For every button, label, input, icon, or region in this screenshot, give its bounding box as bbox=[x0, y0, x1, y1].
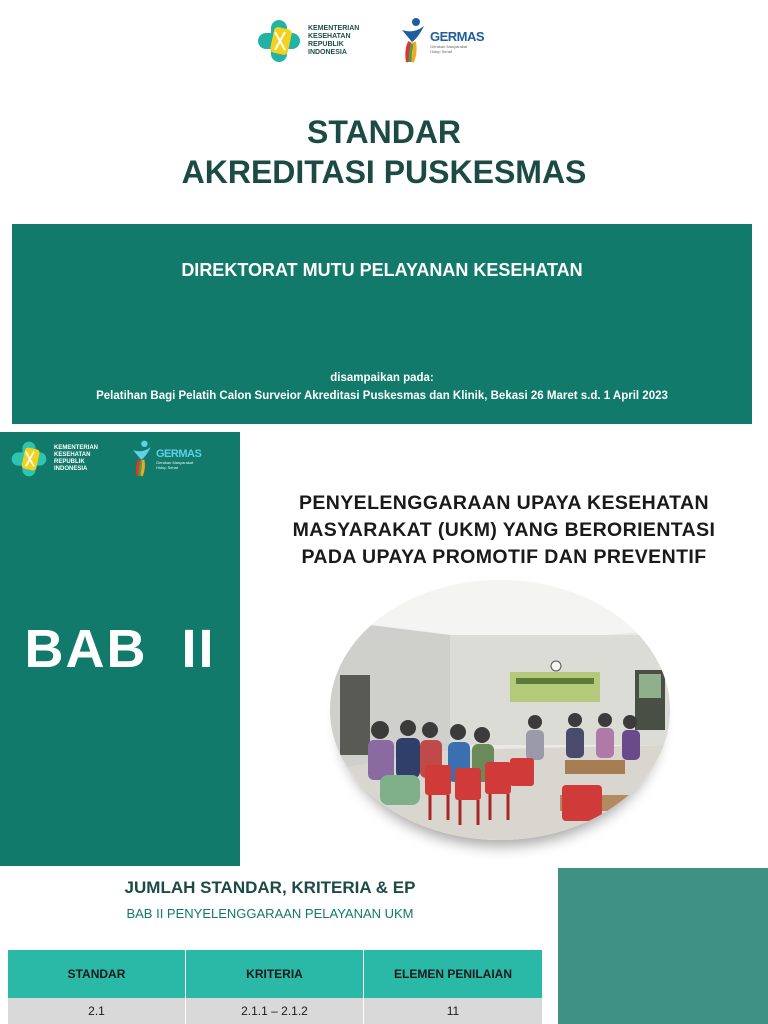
kemenkes-text: KEMENTERIAN KESEHATAN REPUBLIK INDONESIA bbox=[308, 25, 360, 56]
kemenkes-logo bbox=[256, 18, 368, 64]
table-header-standar: STANDAR bbox=[8, 950, 186, 998]
chapter-number: BAB II bbox=[24, 619, 216, 679]
summary-table bbox=[8, 950, 543, 1024]
slide-chapter bbox=[0, 432, 768, 866]
cover-banner bbox=[12, 224, 752, 424]
summary-panel bbox=[0, 868, 556, 1024]
banner-presented-label: disampaikan pada: bbox=[330, 372, 434, 384]
chapter-panel bbox=[0, 432, 240, 866]
header-logos bbox=[256, 16, 484, 66]
kemenkes-emblem-icon bbox=[256, 18, 302, 64]
accent-panel bbox=[558, 868, 768, 1024]
chapter-logos bbox=[10, 438, 201, 480]
germas-figure-icon bbox=[398, 16, 428, 66]
banner-event-text: Pelatihan Bagi Pelatih Calon Surveior Akreditasi Puskesmas dan Klinik, Bekasi 26 Maret s.d. 1 April 2023 bbox=[96, 390, 668, 402]
germas-tagline: Gerakan Masyarakat Hidup Sehat bbox=[156, 460, 194, 470]
page-title: STANDAR AKREDITASI PUSKESMAS bbox=[181, 114, 587, 190]
table-cell-elemen-penilaian: 11 bbox=[364, 998, 543, 1024]
germas-wordmark: GERMAS bbox=[156, 448, 202, 460]
germas-logo bbox=[398, 16, 484, 66]
table-header-elemen-penilaian: ELEMEN PENILAIAN bbox=[364, 950, 543, 998]
slide-summary bbox=[0, 868, 768, 1024]
germas-figure-icon bbox=[130, 438, 154, 480]
germas-wordmark: GERMAS bbox=[430, 28, 485, 44]
table-cell-kriteria: 2.1.1 – 2.1.2 bbox=[186, 998, 364, 1024]
germas-logo-small bbox=[130, 438, 201, 480]
summary-subtitle: BAB II PENYELENGGARAAN PELAYANAN UKM bbox=[126, 906, 414, 921]
kemenkes-text: KEMENTERIAN KESEHATAN REPUBLIK INDONESIA bbox=[54, 445, 99, 472]
summary-title: JUMLAH STANDAR, KRITERIA & EP bbox=[124, 878, 416, 897]
kemenkes-emblem-icon bbox=[10, 440, 48, 478]
meeting-photo bbox=[330, 580, 670, 840]
slide-cover bbox=[0, 0, 768, 430]
table-header-kriteria: KRITERIA bbox=[186, 950, 364, 998]
germas-tagline: Gerakan Masyarakat Hidup Sehat bbox=[430, 43, 468, 54]
meeting-illustration bbox=[330, 580, 670, 840]
kemenkes-logo-small bbox=[10, 440, 104, 478]
chapter-heading: PENYELENGGARAAN UPAYA KESEHATAN MASYARAKAT (UKM) YANG BERORIENTASI PADA UPAYA PROMOTIF DAN PREVENTIF bbox=[292, 492, 716, 568]
table-cell-standar: 2.1 bbox=[8, 998, 186, 1024]
banner-title: DIREKTORAT MUTU PELAYANAN KESEHATAN bbox=[181, 260, 583, 280]
